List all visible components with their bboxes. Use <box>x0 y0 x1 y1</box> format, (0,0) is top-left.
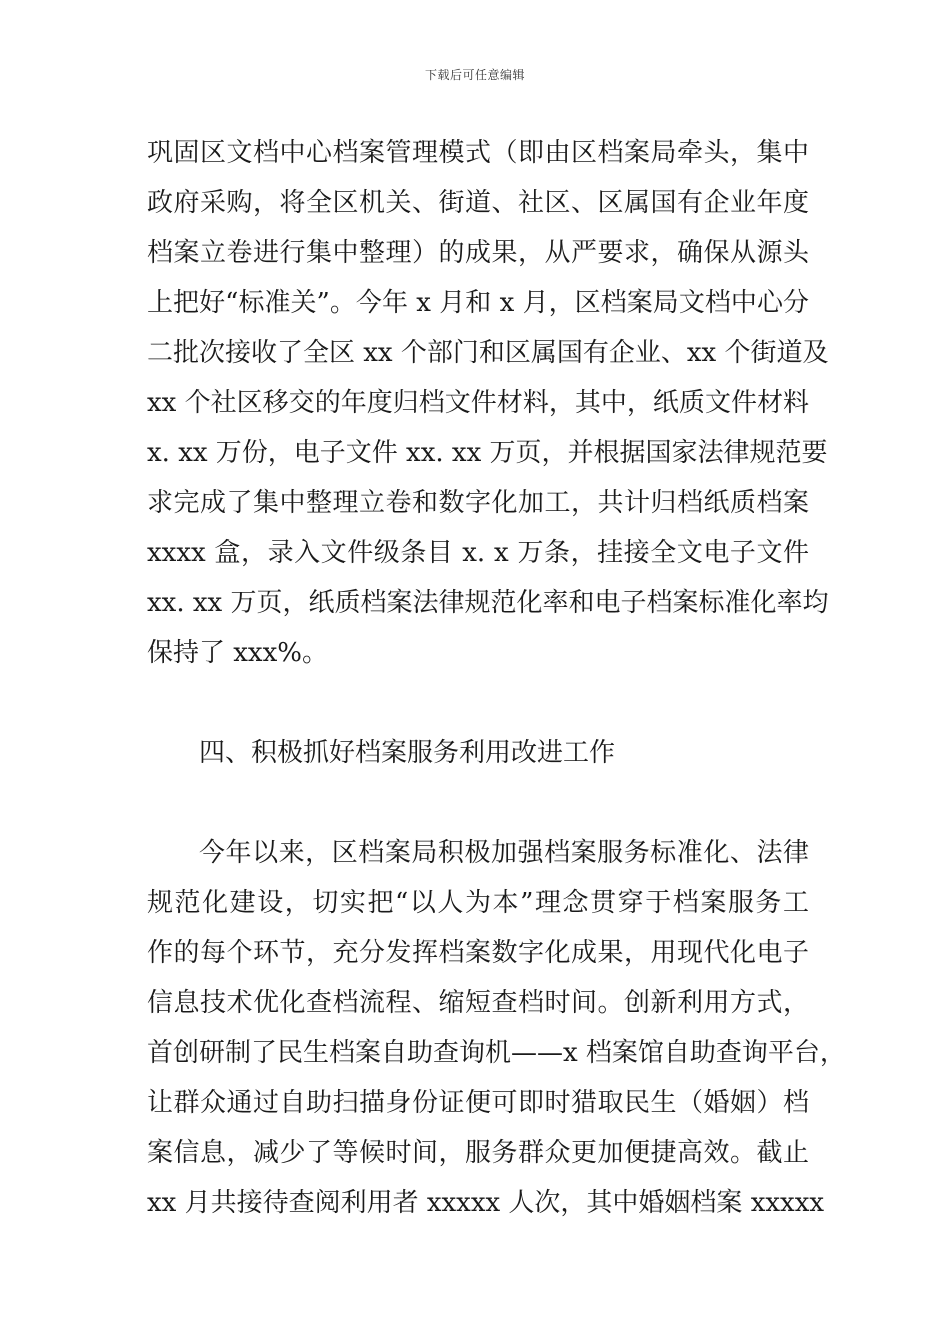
paragraph-line: 上把好“标准关”。今年 x 月和 x 月，区档案局文档中心分 <box>147 288 809 318</box>
paragraph-line: xx. xx 万页，纸质档案法律规范化率和电子档案标准化率均 <box>147 588 829 618</box>
paragraph-spacer <box>147 678 809 728</box>
paragraph-line: 案信息，减少了等候时间，服务群众更加便捷高效。截止 <box>147 1138 809 1168</box>
paragraph-line: 保持了 xxx%。 <box>147 638 328 668</box>
paragraph-line: xx 月共接待查阅利用者 xxxxx 人次，其中婚姻档案 xxxxx <box>147 1188 825 1218</box>
paragraph-line: 政府采购，将全区机关、街道、社区、区属国有企业年度 <box>147 188 809 218</box>
paragraph-line: xxxx 盒，录入文件级条目 x. x 万条，挂接全文电子文件 <box>147 538 809 568</box>
paragraph-spacer <box>147 778 809 828</box>
paragraph-line: xx 个社区移交的年度归档文件材料，其中，纸质文件材料 <box>147 388 809 418</box>
paragraph-archive-service <box>147 828 846 1228</box>
paragraph-line: 作的每个环节，充分发挥档案数字化成果，用现代化电子 <box>147 938 809 968</box>
page-header: 下载后可任意编辑 <box>424 68 525 82</box>
paragraph-line: 首创研制了民生档案自助查询机——x 档案馆自助查询平台， <box>147 1038 846 1068</box>
document-body <box>147 128 846 1228</box>
paragraph-line: 今年以来，区档案局积极加强档案服务标准化、法律 <box>199 838 809 868</box>
paragraph-line: 二批次接收了全区 xx 个部门和区属国有企业、xx 个街道及 <box>147 338 829 368</box>
paragraph-line: 巩固区文档中心档案管理模式（即由区档案局牵头，集中 <box>147 138 809 168</box>
paragraph-line: 档案立卷进行集中整理）的成果，从严要求，确保从源头 <box>147 238 809 268</box>
paragraph-line: 让群众通过自助扫描身份证便可即时猎取民生（婚姻）档 <box>147 1088 809 1118</box>
paragraph-line: 规范化建设，切实把“以人为本”理念贯穿于档案服务工 <box>147 888 809 918</box>
paragraph-line: x. xx 万份，电子文件 xx. xx 万页，并根据国家法律规范要 <box>147 438 828 468</box>
paragraph-archive-management <box>147 128 829 678</box>
paragraph-line: 信息技术优化查档流程、缩短查档时间。创新利用方式， <box>147 988 809 1018</box>
section-heading: 四、积极抓好档案服务利用改进工作 <box>199 738 616 768</box>
paragraph-line: 求完成了集中整理立卷和数字化加工，共计归档纸质档案 <box>147 488 809 518</box>
